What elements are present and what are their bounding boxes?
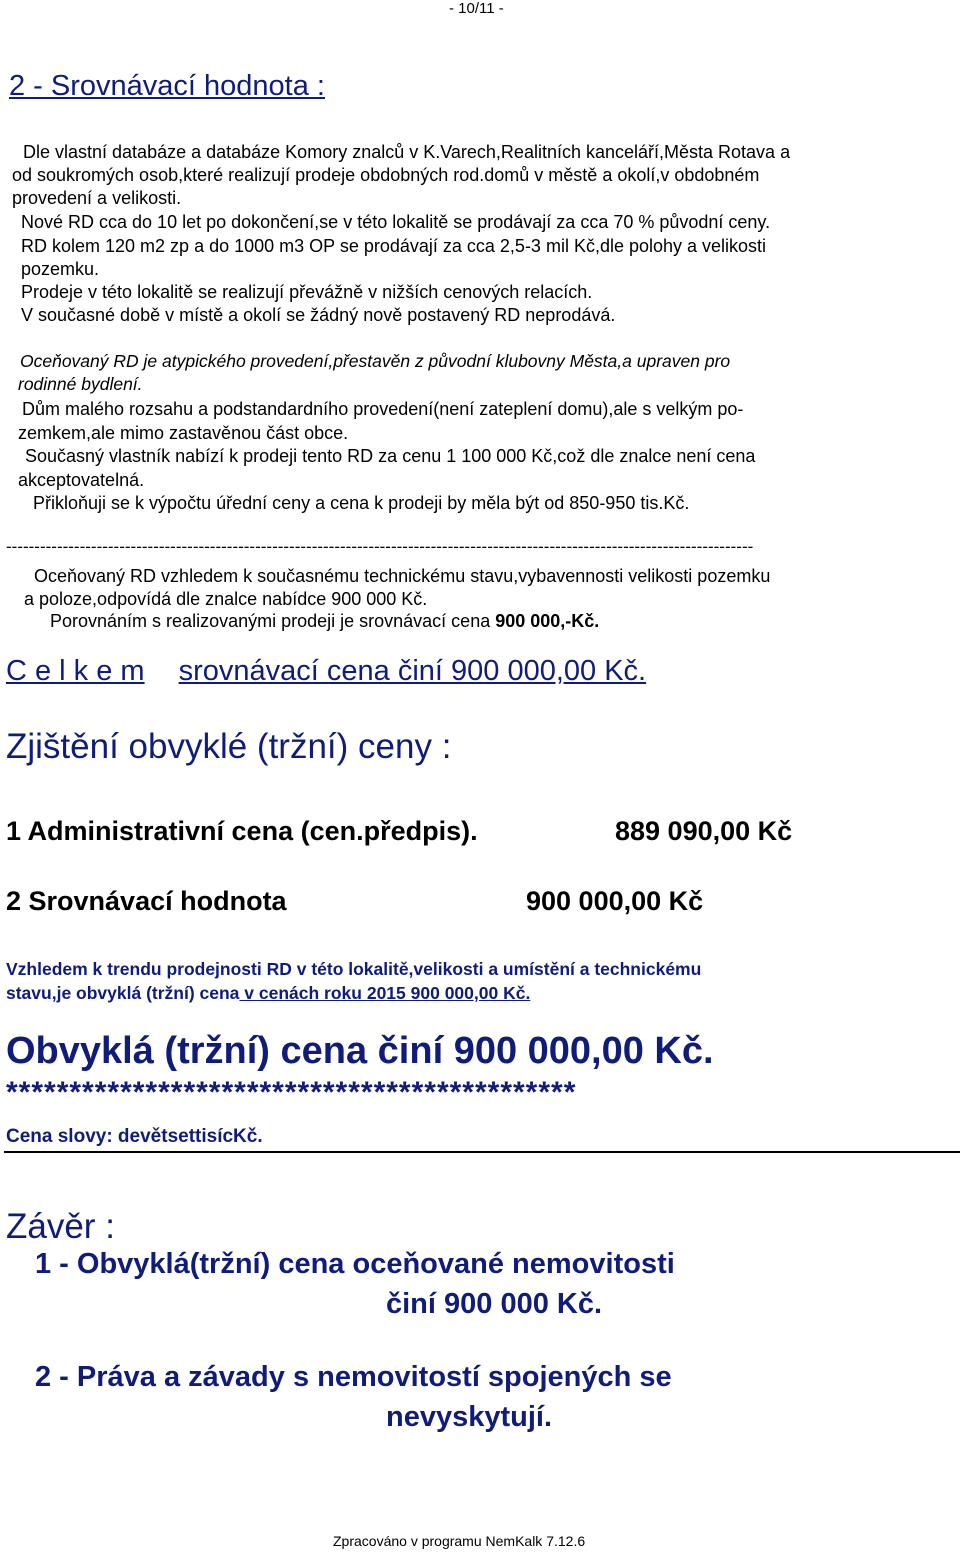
intro-line: Prodeje v této lokalitě se realizují převážně v nižších cenových relacích. (21, 282, 593, 302)
italic-line: Oceňovaný RD je atypického provedení,přestavěn z původní klubovny Města,a upraven pro (20, 351, 731, 371)
trend-underlined-value: v cenách roku 2015 900 000,00 Kč. (239, 983, 531, 1003)
intro-line: Dle vlastní databáze a databáze Komory znalců v K.Varech,Realitních kanceláří,Města Rotava a (23, 142, 791, 162)
page-number: - 10/11 - (449, 0, 504, 17)
row-administrative-label: 1 Administrativní cena (cen.předpis). (6, 816, 478, 846)
conclusion-item-1-cont: činí 900 000 Kč. (386, 1288, 603, 1320)
intro-line: pozemku. (21, 259, 100, 279)
trend-line: Vzhledem k trendu prodejnosti RD v této lokalitě,velikosti a umístění a technickému (6, 959, 702, 979)
intro-line: RD kolem 120 m2 zp a do 1000 m3 OP se prodávají za cca 2,5-3 mil Kč,dle polohy a velikosti (21, 236, 767, 256)
total-value: srovnávací cena činí 900 000,00 Kč. (178, 655, 647, 687)
row-administrative-value: 889 090,00 Kč (615, 816, 793, 846)
comparison-text: Porovnáním s realizovanými prodeji je srovnávací cena (50, 611, 496, 631)
intro-line: od soukromých osob,které realizují prodeje obdobných rod.domů v městě a okolí,v obdobném (12, 165, 760, 185)
comparison-line (50, 609, 599, 633)
total-comparative-line (6, 655, 646, 688)
usual-price-heading: Obvyklá (tržní) cena činí 900 000,00 Kč. (6, 1030, 714, 1072)
body-line: zemkem,ale mimo zastavěnou část obce. (18, 423, 349, 443)
footer-note: Zpracováno v programu NemKalk 7.12.6 (333, 1533, 586, 1549)
total-gap (145, 655, 179, 688)
intro-line: Nové RD cca do 10 let po dokončení,se v této lokalitě se prodávají za cca 70 % původní ceny. (21, 212, 771, 232)
market-price-title: Zjištění obvyklé (tržní) ceny : (6, 727, 452, 766)
intro-line: V současné době v místě a okolí se žádný nově postavený RD neprodává. (21, 305, 616, 325)
total-label: C e l k e m (6, 655, 145, 687)
body-line: akceptovatelná. (18, 470, 145, 490)
summary-line: Oceňovaný RD vzhledem k současnému technickému stavu,vybavennosti velikosti pozemku (34, 566, 771, 586)
intro-line: provedení a velikosti. (12, 188, 182, 208)
conclusion-item-1: 1 - Obvyklá(tržní) cena oceňované nemovitosti (35, 1248, 675, 1280)
comparison-value: 900 000,-Kč. (495, 611, 600, 631)
trend-line-2 (6, 982, 530, 1004)
conclusion-item-2-cont: nevyskytují. (386, 1401, 553, 1433)
body-line: Přikloňuji se k výpočtu úřední ceny a cena k prodeji by měla být od 850-950 tis.Kč. (33, 493, 690, 513)
section-title: 2 - Srovnávací hodnota : (9, 70, 325, 102)
row-comparative-label: 2 Srovnávací hodnota (6, 886, 287, 916)
asterisk-rule: ********************************************* (6, 1076, 577, 1109)
trend-text: stavu,je obvyklá (tržní) cena (6, 983, 240, 1003)
price-in-words: Cena slovy: devětsettisícKč. (6, 1126, 263, 1147)
summary-line: a poloze,odpovídá dle znalce nabídce 900 000 Kč. (24, 589, 428, 609)
dashed-separator: ------------------------------------------------------------------------------------------------------------------------------------ (6, 537, 754, 556)
conclusion-item-2: 2 - Práva a závady s nemovitostí spojených se (35, 1361, 672, 1393)
row-comparative-value: 900 000,00 Kč (526, 886, 704, 916)
conclusion-title: Závěr : (6, 1207, 115, 1246)
body-line: Dům malého rozsahu a podstandardního provedení(není zateplení domu),ale s velkým po- (22, 399, 744, 419)
horizontal-rule (4, 1151, 960, 1153)
body-line: Současný vlastník nabízí k prodeji tento RD za cenu 1 100 000 Kč,což dle znalce není cena (25, 446, 756, 466)
italic-line: rodinné bydlení. (18, 374, 143, 394)
